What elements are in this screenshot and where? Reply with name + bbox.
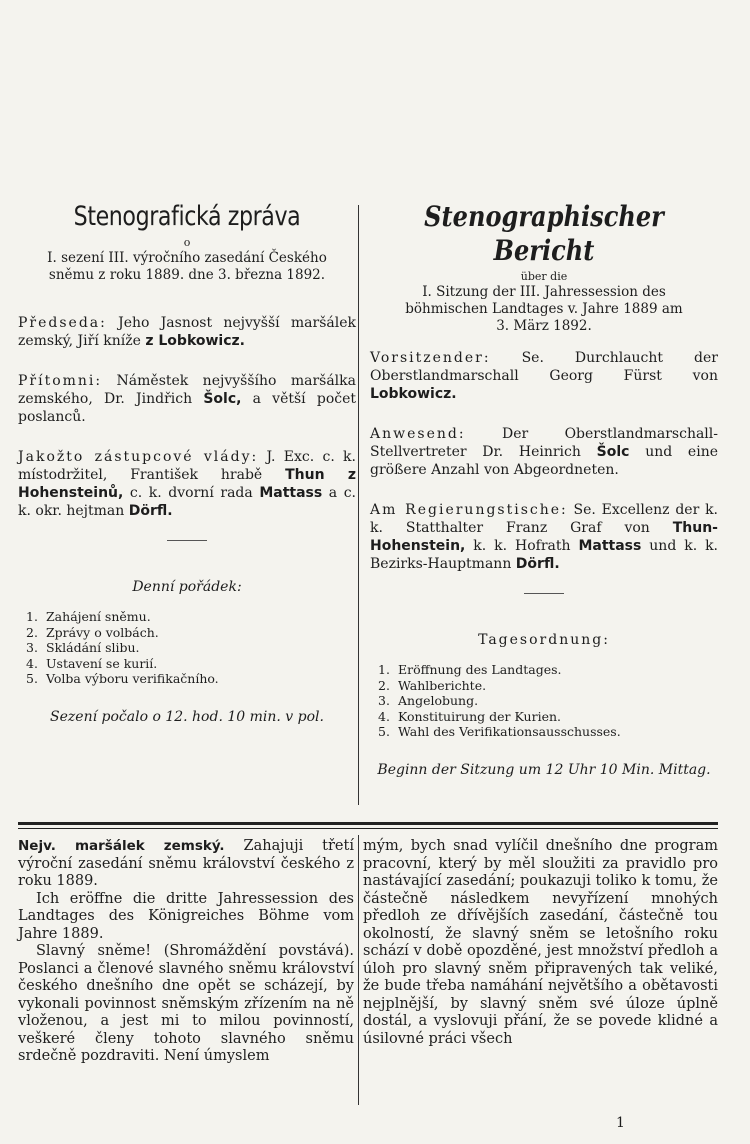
- speech-left-column: [18, 838, 354, 1066]
- czech-subtitle-line-2: sněmu z roku 1889. dne 3. března 1892.: [48, 267, 326, 283]
- czech-present-text: Náměstek nejvyššího maršálka zemského, Dr. Jindřich: [18, 373, 356, 407]
- agenda-item: 2. Wahlberichte.: [378, 677, 487, 693]
- german-chairman-name: Lobkowicz.: [370, 386, 457, 402]
- czech-chairman-name: z Lobkowicz.: [145, 333, 245, 349]
- page-number: 1: [616, 1115, 625, 1131]
- czech-chairman-paragraph: [18, 314, 356, 350]
- czech-column: [18, 200, 356, 725]
- agenda-item: 5. Wahl des Verifikationsausschusses.: [378, 724, 621, 739]
- german-government-name-1: Thun-Hohenstein,: [370, 520, 718, 554]
- speech-paragraph-2: Ich eröffne die dritte Jahressession des Landtages des Königreiches Böhme vom Jahre 1889.: [18, 890, 354, 942]
- speaker-name: Nejv. maršálek zemský.: [18, 838, 225, 854]
- czech-government-paragraph: [18, 448, 356, 520]
- czech-government-text-3: a c. k. okr. hejtman: [18, 485, 357, 519]
- speech-right-column: [363, 838, 718, 1048]
- german-government-paragraph: [370, 501, 718, 573]
- czech-subtitle-line-1: I. sezení III. výročního zasedání Českého: [47, 250, 327, 266]
- german-subtitle-line-1: I. Sitzung der III. Jahressession des: [422, 284, 666, 300]
- german-title-ueber: über die: [520, 270, 568, 283]
- german-government-label: Am Regierungstische:: [370, 502, 568, 518]
- czech-government-label: Jakožto zástupcové vlády:: [18, 449, 259, 465]
- czech-agenda-list: [18, 609, 356, 687]
- speech-paragraph-1: [18, 838, 354, 891]
- german-government-name-3: Dörfl.: [515, 556, 560, 572]
- german-subtitle-line-2: böhmischen Landtages v. Jahre 1889 am: [405, 301, 683, 317]
- czech-government-name-3: Dörfl.: [128, 503, 173, 519]
- czech-government-text-1: J. Exc. c. k. místodržitel, František hrabě: [18, 449, 356, 483]
- german-present-paragraph: [370, 425, 718, 479]
- section-rule-thin: [18, 828, 718, 829]
- german-agenda-list: [370, 662, 718, 740]
- german-short-rule: [524, 593, 564, 594]
- agenda-item: 1. Eröffnung des Landtages.: [378, 662, 562, 677]
- czech-short-rule: [167, 540, 207, 541]
- german-government-text-1: Se. Excellenz der k. k. Statthalter Franz Graf von: [370, 502, 718, 536]
- speech-paragraph-3: Slavný sněme! (Shromáždění povstává). Poslanci a členové slavného sněmu království českého dnešního dne opět se scházejí, by vykonali povinnost sněmským zřízením na ně vloženou, a jest mi to milou povinností, veškeré členy tohoto slavného sněmu srdečně pozdraviti. Není úmyslem: [18, 943, 354, 1064]
- german-present-text: Der Oberstlandmarschall-Stellvertreter Dr. Heinrich: [370, 426, 718, 460]
- czech-chairman-text: Jeho Jasnost nejvyšší maršálek zemský, Jiří kníže: [18, 315, 356, 349]
- german-government-name-2: Mattass: [578, 538, 642, 554]
- czech-present-paragraph: [18, 372, 356, 426]
- czech-government-text-2: c. k. dvorní rada: [123, 485, 260, 501]
- german-session-start: Beginn der Sitzung um 12 Uhr 10 Min. Mittag.: [377, 761, 711, 778]
- german-present-name: Šolc: [596, 444, 630, 460]
- czech-government-name-1: Thun z Hohensteinů,: [18, 467, 356, 501]
- agenda-item: 4. Konstituirung der Kurien.: [378, 708, 561, 724]
- german-government-text-3: und k. k. Bezirks-Hauptmann: [370, 538, 719, 572]
- agenda-item: 3. Angelobung.: [378, 693, 479, 708]
- german-present-label: Anwesend:: [370, 426, 466, 442]
- german-government-text-2: k. k. Hofrath: [465, 538, 579, 554]
- german-subtitle-line-3: 3. März 1892.: [496, 318, 592, 334]
- czech-present-rest: a větší počet poslanců.: [18, 391, 357, 425]
- german-chairman-paragraph: [370, 349, 718, 403]
- german-agenda-title: Tagesordnung:: [478, 632, 610, 648]
- czech-title-o: o: [183, 236, 191, 249]
- agenda-item: 5. Volba výboru verifikačního.: [26, 671, 219, 686]
- czech-present-label: Přítomni:: [18, 373, 103, 389]
- speech-paragraph-continued: mým, bych snad vylíčil dnešního dne program pracovní, který by měl sloužiti za pravidlo pro nastávající zasedání; poukazuji toliko k tomu, že částečně následkem nevyřízení mnohých předloh ze dřívějších zasedání, částečně tou okolností, že slavný sněm se letošního roku schází v době opozděné, jest množství předloh a úloh pro slavný sněm připravených tak veliké, že bude třeba namáhání největšího a obětavosti nejplnější, by slavný sněm své úloze úplně dostál, a vyslovuji přání, že se povede klidné a úsilovné práci všech: [363, 838, 718, 1047]
- agenda-item: 1. Zahájení sněmu.: [26, 609, 151, 624]
- agenda-item: 3. Skládání slibu.: [26, 640, 140, 655]
- agenda-item: 2. Zprávy o volbách.: [26, 624, 159, 640]
- german-chairman-label: Vorsitzender:: [370, 350, 491, 366]
- czech-title: Stenografická zpráva: [73, 201, 301, 232]
- czech-government-name-2: Mattass: [259, 485, 323, 501]
- agenda-item: 4. Ustavení se kurií.: [26, 655, 158, 671]
- czech-present-name: Šolc,: [203, 391, 242, 407]
- czech-session-start: Sezení počalo o 12. hod. 10 min. v pol.: [50, 708, 324, 725]
- czech-agenda-title: Denní pořádek:: [132, 579, 242, 595]
- czech-chairman-label: Předseda:: [18, 315, 107, 331]
- german-present-rest: und eine größere Anzahl von Abgeordneten.: [370, 444, 719, 478]
- german-chairman-text: Se. Durchlaucht der Oberstlandmarschall Georg Fürst von: [370, 350, 718, 384]
- section-rule-thick: [18, 822, 718, 825]
- speech-text-1: Zahajuji třetí výroční zasedání sněmu království českého z roku 1889.: [18, 838, 354, 889]
- column-divider-bottom: [358, 835, 359, 1105]
- german-column: [370, 200, 718, 778]
- german-title: Stenographischer Bericht: [424, 200, 664, 267]
